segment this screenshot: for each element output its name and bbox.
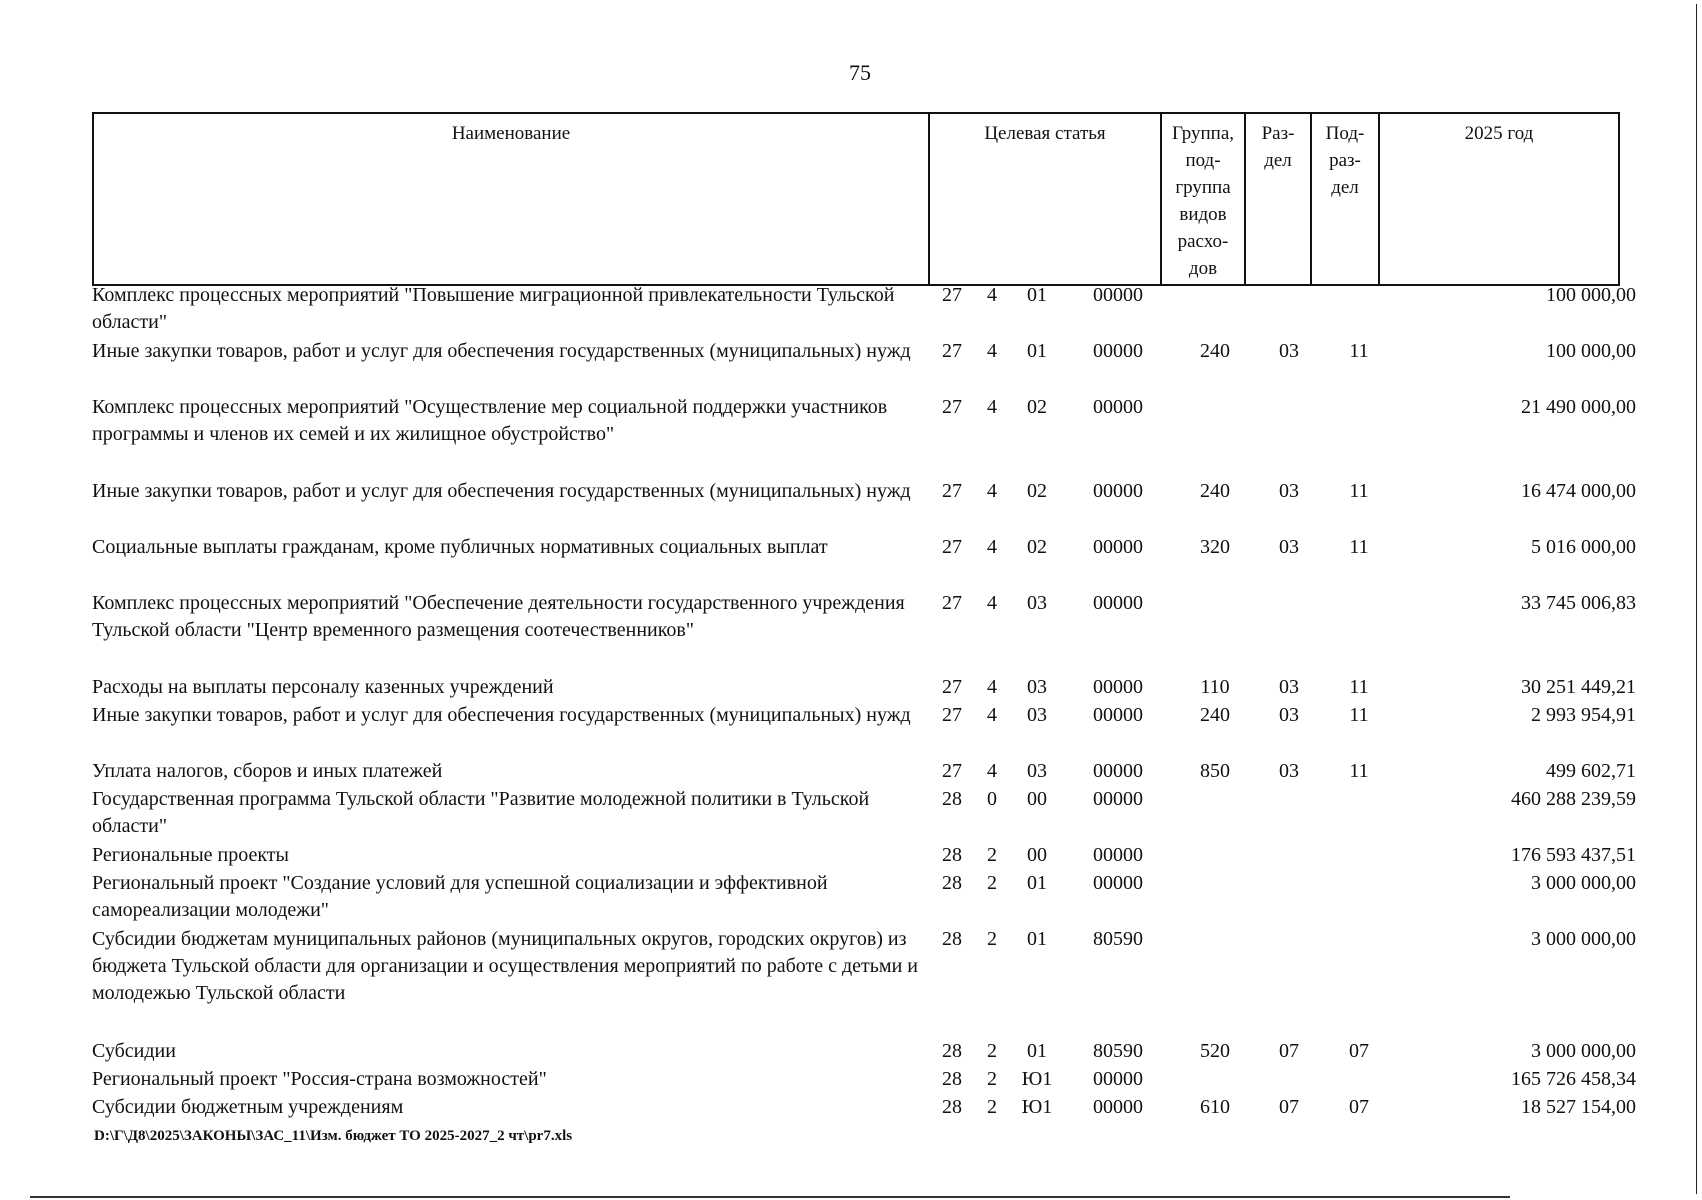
table-row: [92, 674, 1636, 702]
row-subsection: 11: [1349, 760, 1369, 782]
row-article-direction: 00000: [1093, 284, 1143, 306]
row-article-item: 01: [1027, 340, 1047, 362]
row-subsection: 07: [1349, 1096, 1369, 1118]
table-row: [92, 1066, 1636, 1094]
row-subsection: 11: [1349, 480, 1369, 502]
row-article-type: 2: [987, 1096, 997, 1118]
header-target-article: Целевая статья: [929, 113, 1161, 285]
row-article-type: 4: [987, 340, 997, 362]
row-article-direction: 00000: [1093, 592, 1143, 614]
table-row: [92, 870, 1636, 926]
table-row: [92, 478, 1636, 534]
row-article-program: 28: [942, 928, 962, 950]
row-article-program: 28: [942, 1068, 962, 1090]
table-row: [92, 338, 1636, 394]
row-article-item: 01: [1027, 284, 1047, 306]
row-expense-group: 110: [1200, 676, 1230, 698]
row-article-program: 27: [942, 760, 962, 782]
table-body: [92, 282, 1636, 1122]
row-article-program: 27: [942, 340, 962, 362]
row-article-direction: 00000: [1093, 872, 1143, 894]
row-expense-group: 240: [1200, 340, 1230, 362]
row-article-type: 4: [987, 396, 997, 418]
row-amount: 100 000,00: [1546, 340, 1636, 362]
table-row: [92, 786, 1636, 842]
row-article-type: 4: [987, 676, 997, 698]
row-article-type: 4: [987, 536, 997, 558]
row-article-program: 27: [942, 284, 962, 306]
table-row: [92, 758, 1636, 786]
row-article-program: 28: [942, 788, 962, 810]
table-header: [92, 112, 1620, 286]
row-amount: 2 993 954,91: [1531, 704, 1636, 726]
row-amount: 3 000 000,00: [1531, 1040, 1636, 1062]
row-article-type: 4: [987, 480, 997, 502]
row-section: 03: [1279, 676, 1299, 698]
row-expense-group: 850: [1200, 760, 1230, 782]
row-article-direction: 80590: [1093, 1040, 1143, 1062]
row-article-item: 00: [1027, 788, 1047, 810]
row-amount: 30 251 449,21: [1521, 676, 1636, 698]
row-article-item: 01: [1027, 872, 1047, 894]
row-article-item: 01: [1027, 1040, 1047, 1062]
row-article-type: 2: [987, 1068, 997, 1090]
row-section: 03: [1279, 760, 1299, 782]
row-amount: 5 016 000,00: [1531, 536, 1636, 558]
row-article-program: 28: [942, 1040, 962, 1062]
row-article-program: 27: [942, 396, 962, 418]
header-expense-group: Группа, под- группа видов расхо- дов: [1161, 113, 1245, 285]
row-article-item: 03: [1027, 676, 1047, 698]
row-article-item: Ю1: [1021, 1068, 1053, 1090]
row-expense-group: 610: [1200, 1096, 1230, 1118]
row-article-item: 03: [1027, 704, 1047, 726]
row-amount: 499 602,71: [1546, 760, 1636, 782]
row-subsection: 07: [1349, 1040, 1369, 1062]
row-article-item: 03: [1027, 760, 1047, 782]
row-amount: 18 527 154,00: [1521, 1096, 1636, 1118]
row-article-program: 27: [942, 676, 962, 698]
row-name: Комплекс процессных мероприятий "Обеспечение деятельности государственного учреждения Тульской области "Центр временного размещения соотечественников": [92, 592, 905, 641]
table-row: [92, 1038, 1636, 1066]
row-article-type: 2: [987, 844, 997, 866]
row-article-program: 28: [942, 844, 962, 866]
header-subsection: Под- раз- дел: [1311, 113, 1379, 285]
row-name: Иные закупки товаров, работ и услуг для обеспечения государственных (муниципальных) нужд: [92, 480, 911, 502]
row-article-direction: 00000: [1093, 844, 1143, 866]
row-amount: 3 000 000,00: [1531, 872, 1636, 894]
row-article-direction: 00000: [1093, 704, 1143, 726]
table-row: [92, 394, 1636, 478]
row-section: 03: [1279, 536, 1299, 558]
row-article-program: 27: [942, 536, 962, 558]
row-subsection: 11: [1349, 340, 1369, 362]
header-year: 2025 год: [1379, 113, 1619, 285]
table-row: [92, 282, 1636, 338]
row-article-program: 27: [942, 480, 962, 502]
row-name: Иные закупки товаров, работ и услуг для обеспечения государственных (муниципальных) нужд: [92, 340, 911, 362]
table-row: [92, 702, 1636, 758]
row-section: 03: [1279, 704, 1299, 726]
row-name: Социальные выплаты гражданам, кроме публичных нормативных социальных выплат: [92, 536, 828, 558]
row-article-item: 02: [1027, 480, 1047, 502]
row-section: 07: [1279, 1040, 1299, 1062]
row-article-direction: 00000: [1093, 396, 1143, 418]
row-amount: 21 490 000,00: [1521, 396, 1636, 418]
row-subsection: 11: [1349, 536, 1369, 558]
bottom-rule-line: [30, 1196, 1510, 1198]
row-name: Региональный проект "Создание условий для успешной социализации и эффективной самореализации молодежи": [92, 872, 828, 921]
row-article-program: 27: [942, 592, 962, 614]
row-article-direction: 00000: [1093, 480, 1143, 502]
row-article-item: 00: [1027, 844, 1047, 866]
row-name: Субсидии: [92, 1040, 176, 1062]
row-article-item: 01: [1027, 928, 1047, 950]
row-name: Субсидии бюджетным учреждениям: [92, 1096, 404, 1118]
row-article-type: 4: [987, 704, 997, 726]
row-article-item: 03: [1027, 592, 1047, 614]
row-subsection: 11: [1349, 704, 1369, 726]
row-article-type: 2: [987, 928, 997, 950]
row-article-direction: 00000: [1093, 1096, 1143, 1118]
header-name: Наименование: [93, 113, 929, 285]
row-article-direction: 80590: [1093, 928, 1143, 950]
header-section: Раз- дел: [1245, 113, 1311, 285]
row-article-item: 02: [1027, 536, 1047, 558]
table-row: [92, 926, 1636, 1038]
row-article-item: Ю1: [1021, 1096, 1053, 1118]
row-expense-group: 240: [1200, 480, 1230, 502]
footer-file-path: D:\Г\Д8\2025\ЗАКОНЫ\ЗАС_11\Изм. бюджет ТО 2025-2027_2 чт\pr7.xls: [94, 1128, 573, 1144]
row-name: Комплекс процессных мероприятий "Осуществление мер социальной поддержки участников программы и членов их семей и их жилищное обустройство": [92, 396, 888, 445]
row-article-type: 4: [987, 592, 997, 614]
row-article-program: 28: [942, 872, 962, 894]
row-article-direction: 00000: [1093, 760, 1143, 782]
row-article-type: 0: [987, 788, 997, 810]
row-amount: 33 745 006,83: [1521, 592, 1636, 614]
row-name: Уплата налогов, сборов и иных платежей: [92, 760, 443, 782]
row-article-program: 27: [942, 704, 962, 726]
row-article-direction: 00000: [1093, 536, 1143, 558]
row-section: 03: [1279, 480, 1299, 502]
row-name: Иные закупки товаров, работ и услуг для обеспечения государственных (муниципальных) нужд: [92, 704, 911, 726]
row-expense-group: 520: [1200, 1040, 1230, 1062]
row-amount: 460 288 239,59: [1511, 788, 1636, 810]
row-name: Региональные проекты: [92, 844, 289, 866]
page-number: 75: [849, 60, 871, 85]
row-section: 07: [1279, 1096, 1299, 1118]
table-row: [92, 590, 1636, 674]
row-amount: 176 593 437,51: [1511, 844, 1636, 866]
table-row: [92, 1094, 1636, 1122]
row-name: Региональный проект "Россия-страна возможностей": [92, 1068, 547, 1090]
row-section: 03: [1279, 340, 1299, 362]
page-right-edge-line: [1696, 4, 1697, 1194]
row-expense-group: 240: [1200, 704, 1230, 726]
table-row: [92, 534, 1636, 590]
row-article-type: 2: [987, 1040, 997, 1062]
row-subsection: 11: [1349, 676, 1369, 698]
row-expense-group: 320: [1200, 536, 1230, 558]
row-article-direction: 00000: [1093, 788, 1143, 810]
row-amount: 3 000 000,00: [1531, 928, 1636, 950]
row-article-type: 4: [987, 284, 997, 306]
row-amount: 165 726 458,34: [1511, 1068, 1636, 1090]
row-name: Расходы на выплаты персоналу казенных учреждений: [92, 676, 554, 698]
table-row: [92, 842, 1636, 870]
row-amount: 16 474 000,00: [1521, 480, 1636, 502]
row-article-direction: 00000: [1093, 340, 1143, 362]
row-article-item: 02: [1027, 396, 1047, 418]
row-article-program: 28: [942, 1096, 962, 1118]
row-name: Субсидии бюджетам муниципальных районов (муниципальных округов, городских округов) из бюджета Тульской области для организации и осуществления мероприятий по работе с детьми и молодежью Тульской области: [92, 928, 918, 1004]
row-name: Комплекс процессных мероприятий "Повышение миграционной привлекательности Тульской области": [92, 284, 895, 333]
row-article-direction: 00000: [1093, 1068, 1143, 1090]
row-article-type: 4: [987, 760, 997, 782]
row-name: Государственная программа Тульской области "Развитие молодежной политики в Тульской области": [92, 788, 870, 837]
row-amount: 100 000,00: [1546, 284, 1636, 306]
row-article-type: 2: [987, 872, 997, 894]
row-article-direction: 00000: [1093, 676, 1143, 698]
